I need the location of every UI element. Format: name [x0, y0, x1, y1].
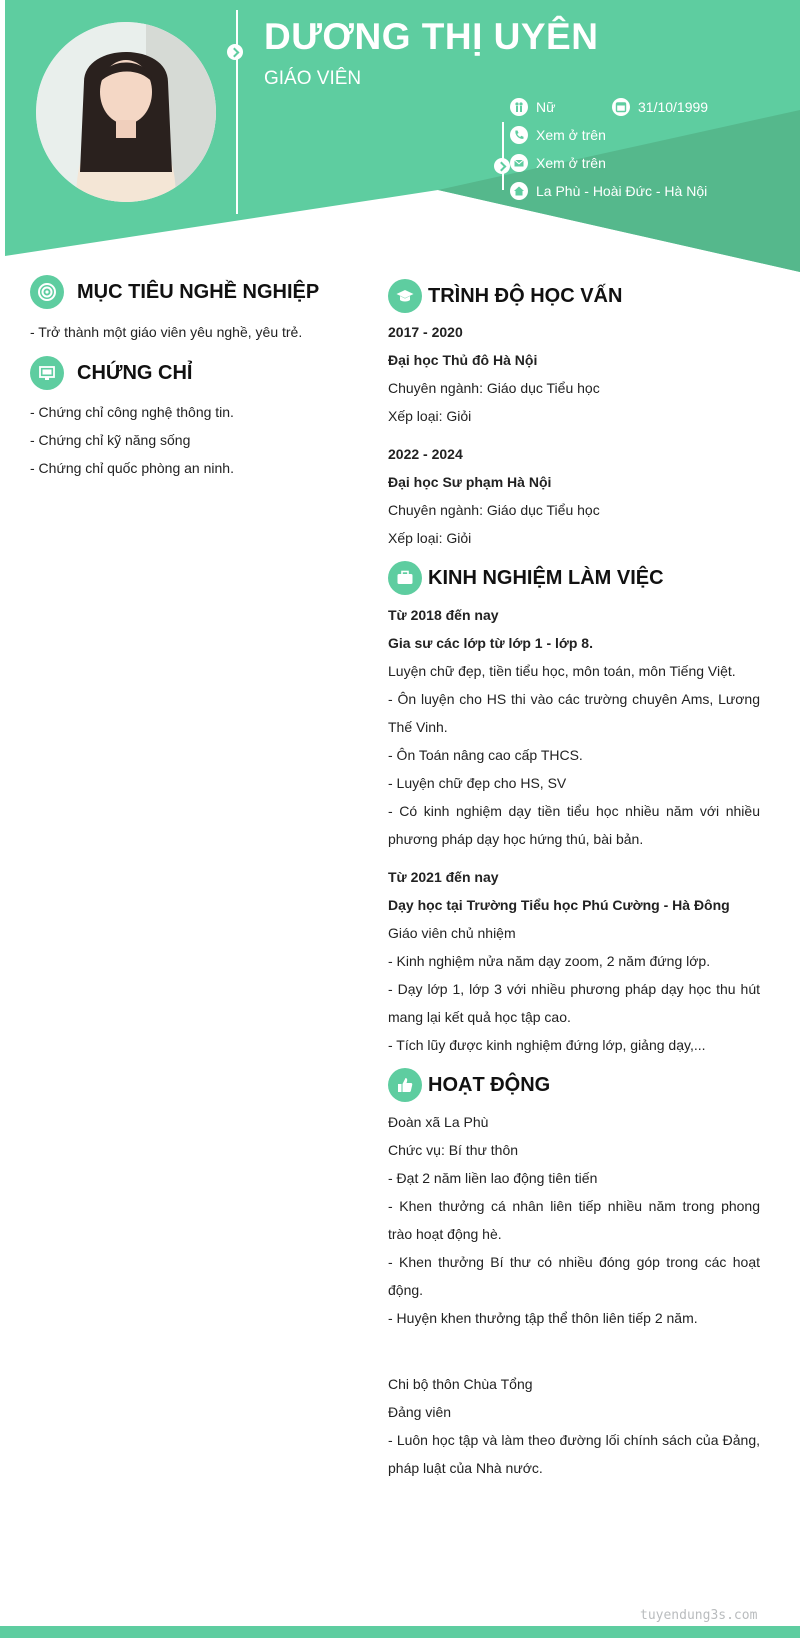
activity-group — [388, 1108, 760, 1332]
objective-title: MỤC TIÊU NGHỀ NGHIỆP — [77, 280, 320, 303]
avatar-photo — [36, 22, 216, 202]
candidate-name: DƯƠNG THỊ UYÊN — [264, 16, 599, 57]
certificate-item: - Chứng chỉ công nghệ thông tin. — [30, 404, 234, 420]
experience-heading — [388, 561, 664, 595]
experience-position: Gia sư các lớp từ lớp 1 - lớp 8. — [388, 635, 593, 651]
education-title: TRÌNH ĐỘ HỌC VẤN — [428, 284, 623, 307]
education-rank: Xếp loại: Giỏi — [388, 530, 472, 546]
address-info — [510, 182, 707, 200]
certificate-item: - Chứng chỉ quốc phòng an ninh. — [30, 460, 234, 476]
avatar — [36, 22, 216, 202]
cv-header — [0, 0, 800, 290]
activities-title: HOẠT ĐỘNG — [428, 1073, 551, 1096]
activity-org: Chi bộ thôn Chùa Tổng — [388, 1376, 533, 1392]
education-major: Chuyên ngành: Giáo dục Tiểu học — [388, 380, 600, 396]
header-divider — [236, 10, 238, 214]
activity-role: Đảng viên — [388, 1404, 452, 1420]
experience-line: - Kinh nghiệm nửa năm dạy zoom, 2 năm đứng lớp. — [388, 953, 711, 969]
education-period: 2022 - 2024 — [388, 446, 463, 462]
activity-role: Chức vụ: Bí thư thôn — [388, 1142, 519, 1158]
gender-icon — [510, 98, 528, 116]
experience-line: - Ôn Toán nâng cao cấp THCS. — [388, 747, 583, 763]
home-icon — [510, 182, 528, 200]
experience-line: - Dạy lớp 1, lớp 3 với nhiều phương pháp dạy học thu hút mang lại kết quả học tập cao. — [388, 981, 760, 1025]
experience-item — [388, 863, 760, 1059]
experience-item — [388, 601, 760, 853]
experience-line: Giáo viên chủ nhiệm — [388, 925, 516, 941]
activity-line: - Khen thưởng Bí thư có nhiều đóng góp trong các hoạt động. — [388, 1254, 760, 1298]
activity-line: - Huyện khen thưởng tập thể thôn liên tiếp 2 năm. — [388, 1310, 698, 1326]
experience-line: - Luyện chữ đẹp cho HS, SV — [388, 775, 567, 791]
address-value: La Phù - Hoài Đức - Hà Nội — [536, 183, 708, 199]
experience-title: KINH NGHIỆM LÀM VIỆC — [428, 566, 664, 589]
education-list — [388, 318, 760, 552]
header-divider-arrow-icon — [227, 44, 243, 60]
footer-bar — [0, 1626, 800, 1638]
experience-line: - Có kinh nghiệm dạy tiền tiểu học nhiều năm với nhiều phương pháp dạy học hứng thú, bài bản. — [388, 803, 760, 847]
education-heading — [388, 279, 622, 313]
education-school: Đại học Sư phạm Hà Nội — [388, 474, 552, 490]
experience-list — [388, 601, 760, 1059]
education-item — [388, 318, 760, 430]
experience-period: Từ 2018 đến nay — [388, 607, 499, 623]
phone-info — [510, 126, 606, 144]
contact-divider-arrow-icon — [494, 158, 510, 174]
email-icon — [510, 154, 528, 172]
certificate-item: - Chứng chỉ kỹ năng sống — [30, 432, 191, 448]
certificate-icon — [30, 356, 64, 390]
objective-text: - Trở thành một giáo viên yêu nghề, yêu trẻ. — [30, 324, 303, 340]
experience-position: Dạy học tại Trường Tiểu học Phú Cường - Hà Đông — [388, 897, 730, 913]
objective-heading — [30, 275, 319, 309]
activity-line: - Luôn học tập và làm theo đường lối chính sách của Đảng, pháp luật của Nhà nước. — [388, 1432, 760, 1476]
experience-period: Từ 2021 đến nay — [388, 869, 499, 885]
activity-org: Đoàn xã La Phù — [388, 1114, 489, 1130]
calendar-icon — [612, 98, 630, 116]
email-value: Xem ở trên — [536, 155, 606, 171]
gender-value: Nữ — [536, 99, 556, 115]
experience-line: Luyện chữ đẹp, tiền tiểu học, môn toán, môn Tiếng Việt. — [388, 663, 736, 679]
certificates-heading — [30, 356, 192, 390]
target-icon — [30, 275, 64, 309]
education-period: 2017 - 2020 — [388, 324, 463, 340]
activities-list — [388, 1108, 760, 1482]
phone-icon — [510, 126, 528, 144]
phone-value: Xem ở trên — [536, 127, 606, 143]
birthday-info — [612, 98, 708, 116]
education-school: Đại học Thủ đô Hà Nội — [388, 352, 538, 368]
certificates-title: CHỨNG CHỈ — [77, 361, 193, 384]
briefcase-icon — [388, 561, 422, 595]
activity-line: - Khen thưởng cá nhân liên tiếp nhiều năm trong phong trào hoạt động hè. — [388, 1198, 760, 1242]
watermark: tuyendung3s.com — [640, 1608, 758, 1623]
education-item — [388, 440, 760, 552]
graduation-cap-icon — [388, 279, 422, 313]
activity-line: - Đạt 2 năm liền lao động tiên tiến — [388, 1170, 598, 1186]
experience-line: - Ôn luyện cho HS thi vào các trường chuyên Ams, Lương Thế Vinh. — [388, 691, 760, 735]
birthday-value: 31/10/1999 — [638, 99, 709, 115]
contact-divider — [502, 122, 504, 190]
education-rank: Xếp loại: Giỏi — [388, 408, 472, 424]
job-title: GIÁO VIÊN — [264, 68, 362, 89]
gender-info — [510, 98, 555, 116]
education-major: Chuyên ngành: Giáo dục Tiểu học — [388, 502, 600, 518]
activities-heading — [388, 1068, 550, 1102]
activity-group — [388, 1370, 760, 1482]
experience-line: - Tích lũy được kinh nghiệm đứng lớp, giảng dạy,... — [388, 1037, 706, 1053]
email-info — [510, 154, 606, 172]
thumbs-up-icon — [388, 1068, 422, 1102]
certificates-list — [30, 398, 360, 482]
